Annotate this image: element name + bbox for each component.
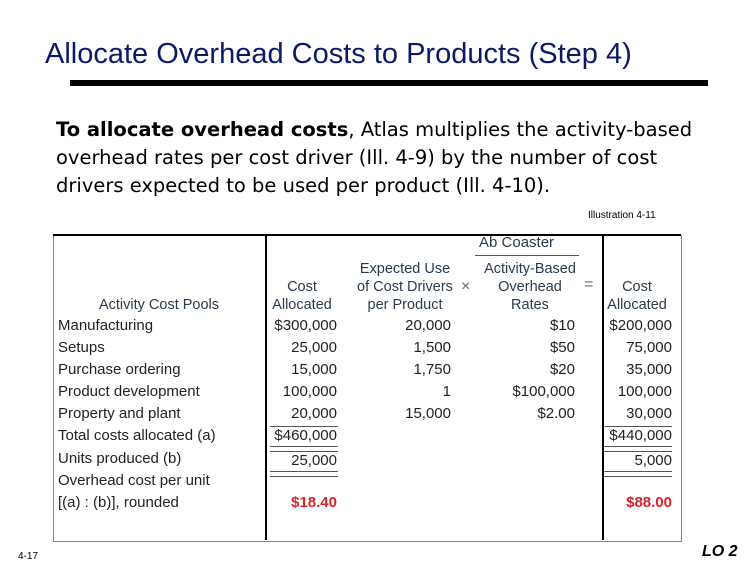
row-allocated: 35,000 [626, 361, 672, 378]
row-rate: $20 [549, 361, 575, 378]
per-unit-label-line-1: Overhead cost per unit [58, 472, 210, 489]
row-allocated: 100,000 [617, 383, 672, 400]
row-allocated: 75,000 [626, 339, 672, 356]
row-cost-allocated: 25,000 [291, 339, 337, 356]
product-header-underline [475, 255, 579, 256]
row-allocated: $200,000 [609, 317, 672, 334]
product-header: Ab Coaster [479, 234, 555, 251]
body-text-bold: To allocate overhead costs [56, 118, 349, 141]
header-rates [475, 260, 585, 314]
times-operator: × [461, 278, 471, 295]
header-cost-allocated-1 [267, 278, 337, 314]
row-pool-label: Manufacturing [58, 317, 154, 334]
header-rates-line-1: Activity-Based [484, 261, 576, 277]
body-text [56, 116, 696, 200]
header-rates-line-3: Rates [511, 297, 549, 313]
row-rate: $50 [549, 339, 575, 356]
header-expected-use-line-3: per Product [367, 297, 443, 313]
row-expected-use: 1,750 [413, 361, 451, 378]
total-cost-allocated: $460,000 [274, 427, 337, 444]
units-double-rule-2 [604, 471, 672, 477]
learning-objective: LO 2 [702, 543, 738, 560]
equals-operator: = [584, 276, 594, 293]
row-expected-use: 1,500 [413, 339, 451, 356]
header-cost-allocated-2-line-1: Cost [622, 279, 652, 295]
per-unit-cost-1: $18.40 [291, 494, 337, 511]
units-produced-1: 25,000 [291, 452, 337, 469]
row-rate: $2.00 [537, 405, 575, 422]
title-underline [70, 80, 708, 86]
row-cost-allocated: $300,000 [274, 317, 337, 334]
header-rates-line-2: Overhead [498, 279, 562, 295]
header-cost-allocated-1-line-1: Cost [287, 279, 317, 295]
row-pool-label: Product development [58, 383, 200, 400]
header-expected-use [349, 260, 461, 314]
total-allocated: $440,000 [609, 427, 672, 444]
header-expected-use-line-2: of Cost Drivers [357, 279, 453, 295]
table-top-rule [53, 234, 681, 236]
row-rate: $100,000 [512, 383, 575, 400]
row-expected-use: 20,000 [405, 317, 451, 334]
row-allocated: 30,000 [626, 405, 672, 422]
units-label: Units produced (b) [58, 450, 182, 467]
header-cost-allocated-2 [601, 278, 673, 314]
illustration-label: Illustration 4-11 [588, 210, 656, 221]
header-activity-cost-pools: Activity Cost Pools [98, 297, 220, 313]
total-label: Total costs allocated (a) [58, 427, 216, 444]
row-rate: $10 [549, 317, 575, 334]
slide-number: 4-17 [18, 551, 39, 562]
row-cost-allocated: 100,000 [282, 383, 337, 400]
units-double-rule-1 [270, 471, 338, 477]
row-expected-use: 15,000 [405, 405, 451, 422]
header-cost-allocated-1-line-2: Allocated [272, 297, 332, 313]
row-cost-allocated: 15,000 [291, 361, 337, 378]
row-expected-use: 1 [442, 383, 451, 400]
per-unit-label-line-2: [(a) : (b)], rounded [58, 494, 179, 511]
header-expected-use-line-1: Expected Use [359, 261, 451, 277]
row-pool-label: Property and plant [58, 405, 181, 422]
slide-title: Allocate Overhead Costs to Products (Step 4) [45, 38, 632, 70]
body-text-rest: , Atlas multiplies the activity-based overhead rates per cost driver (Ill. 4-9) by the number of cost drivers expected to be used per product (Ill. 4-10). [56, 118, 693, 197]
header-cost-allocated-2-line-2: Allocated [607, 297, 667, 313]
row-cost-allocated: 20,000 [291, 405, 337, 422]
per-unit-cost-2: $88.00 [626, 494, 672, 511]
units-produced-2: 5,000 [634, 452, 672, 469]
row-pool-label: Setups [58, 339, 105, 356]
row-pool-label: Purchase ordering [58, 361, 181, 378]
